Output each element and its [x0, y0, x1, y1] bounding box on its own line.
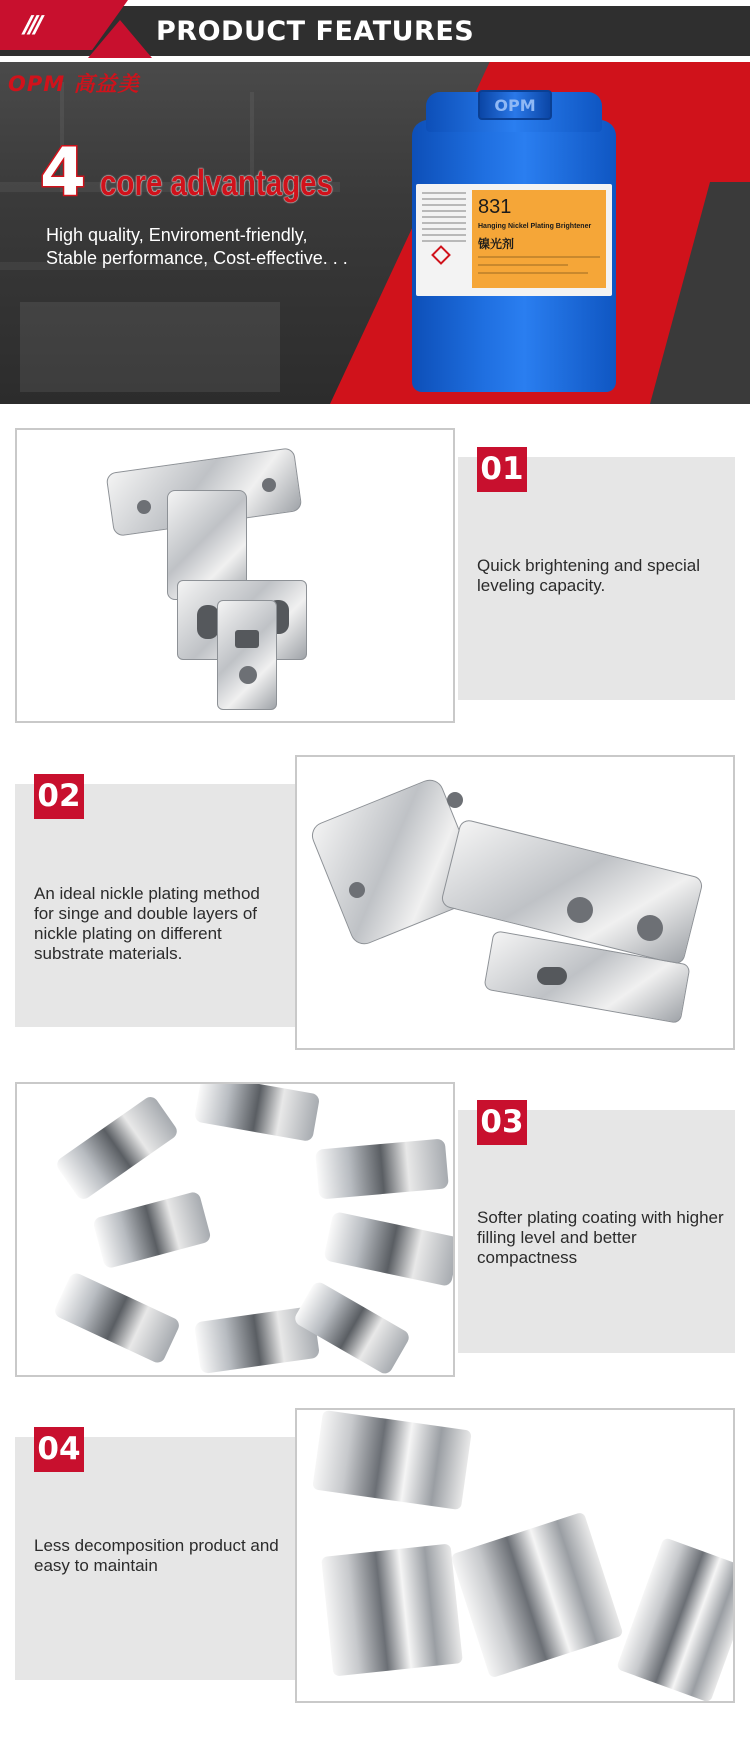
brand-logo: OPM 高益美 [8, 72, 140, 96]
plated-ring [312, 1410, 472, 1510]
jerrycan-cap [478, 90, 552, 120]
hero-subtitle-line2: Stable performance, Cost-effective. . . [46, 248, 348, 268]
product-jerrycan-image [412, 92, 616, 392]
bnc-connector [292, 1280, 411, 1377]
feature-2-text: An ideal nickle plating method for singe and double layers of nickle plating on different substrate materials. [34, 884, 260, 963]
plated-ring [450, 1512, 623, 1679]
feature-1-image [15, 428, 455, 723]
feature-1-text: Quick brightening and special leveling capacity. [477, 556, 701, 595]
jerrycan-cap-logo: OPM [494, 96, 536, 115]
hero-banner [0, 62, 750, 404]
feature-4-number: 04 [34, 1427, 84, 1472]
feature-3-number: 03 [477, 1100, 527, 1145]
label-divider [478, 264, 568, 266]
feature-4-text: Less decomposition product and easy to maintain [34, 1536, 279, 1575]
plated-ring [616, 1537, 735, 1703]
bnc-connector [52, 1271, 181, 1365]
feature-4-image [295, 1408, 735, 1703]
hazard-diamond-icon [431, 245, 451, 265]
background-tank [20, 302, 280, 392]
slashes-icon: /// [19, 10, 45, 40]
hero-big-number: 4 [40, 134, 86, 211]
product-name: Hanging Nickel Plating Brightener [478, 223, 592, 230]
section-header [0, 0, 750, 62]
bnc-connector [92, 1191, 212, 1270]
feature-3-text: Softer plating coating with higher filling level and better compactness [477, 1208, 724, 1267]
hero-subtitle-line1: High quality, Enviroment-friendly, [46, 225, 308, 245]
bnc-connector [315, 1138, 449, 1199]
bnc-connector [54, 1094, 180, 1202]
label-fine-print [422, 192, 466, 288]
label-divider [478, 272, 588, 274]
hinge-base [217, 600, 277, 710]
bnc-connector [323, 1211, 455, 1287]
product-label-panel [472, 190, 606, 288]
plated-ring [321, 1544, 463, 1677]
feature-1-number: 01 [477, 447, 527, 492]
product-number: 831 [478, 196, 512, 218]
hero-subtitle [46, 224, 348, 270]
label-divider [478, 256, 600, 258]
hero-headline: core advantages [100, 162, 333, 203]
product-label [416, 184, 612, 296]
product-name-cn: 镍光剂 [478, 237, 515, 251]
feature-2-number: 02 [34, 774, 84, 819]
feature-3-image [15, 1082, 455, 1377]
section-title: PRODUCT FEATURES [156, 16, 475, 47]
bnc-connector [194, 1082, 321, 1142]
feature-2-image [295, 755, 735, 1050]
